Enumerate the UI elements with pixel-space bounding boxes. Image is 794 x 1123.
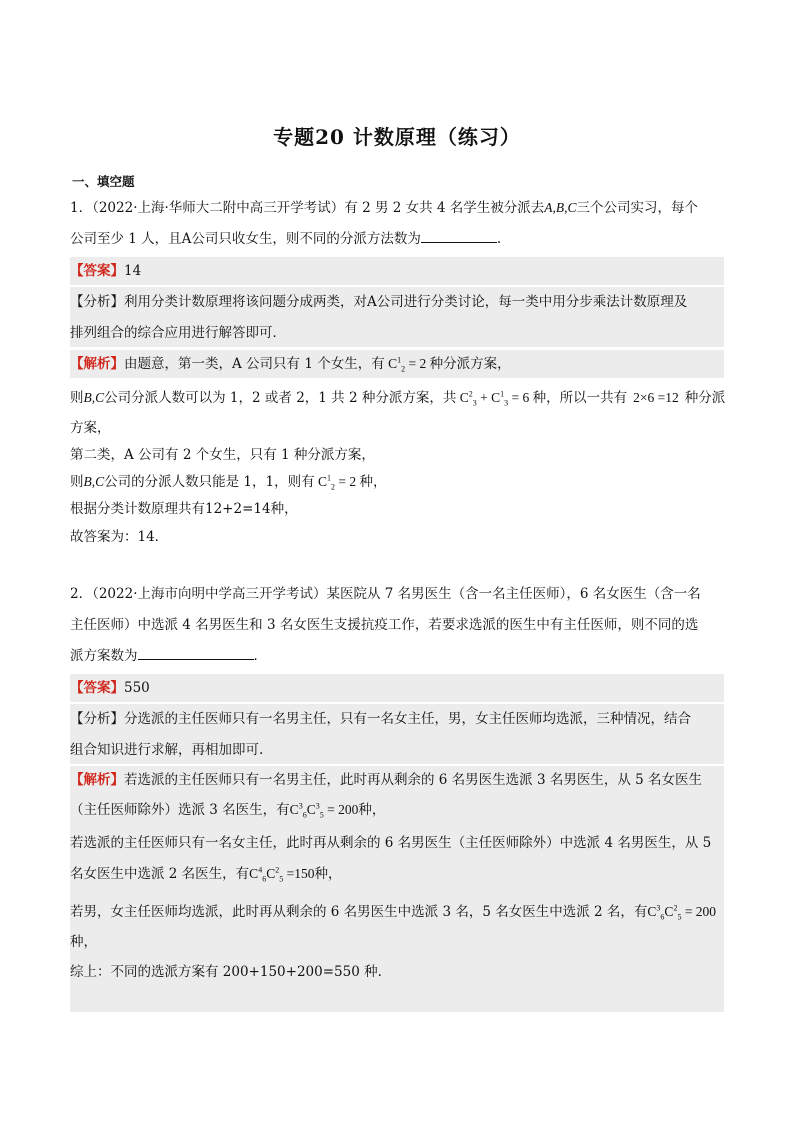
combination-formula: $C^2_3 + C^1_3 = 6$ xyxy=(456,389,533,408)
q2-analysis-1: 【分析】分选派的主任医师只有一名男主任，只有一名女主任，男，女主任医师均选派，三种情况，结合 xyxy=(70,711,691,727)
q2-solution-6: 种， xyxy=(70,934,97,950)
answer-blank xyxy=(138,645,254,660)
q2-line-2: 主任医师）中选派 4 名男医生和 3 名女医生支援抗疫工作，若要求选派的医生中有主任医师，则不同的选 xyxy=(70,617,699,633)
q1-line-2: 公司至少 1 人，且A公司只收女生，则不同的分派方法数为 . xyxy=(70,228,724,249)
q2-solution-1: 【解析】若选派的主任医师只有一名男主任，此时再从剩余的 6 名男医生选派 3 名男医生，从 5 名女医生 xyxy=(70,772,703,788)
q1-answer-box xyxy=(70,257,724,285)
q1-solution-5: 则B,C公司的分派人数只能是 1，1，则有 $C^1_2 = 2$ 种， xyxy=(70,473,387,492)
combination-formula: $C^4_6C^2_5$ xyxy=(249,865,284,884)
q1-solution-7: 故答案为：14． xyxy=(70,529,169,545)
q1-line-1: 1．（2022·上海·华师大二附中高三开学考试）有 2 男 2 女共 4 名学生被分派去A,B,C三个公司实习，每个 xyxy=(70,200,699,216)
combination-formula: $C^3_6C^3_5$ xyxy=(289,801,324,820)
q2-solution-3: 若选派的主任医师只有一名女主任，此时再从剩余的 6 名男医生（主任医师除外）中选派 4 名男医生，从 5 xyxy=(70,835,712,851)
q1-solution-1: 【解析】由题意，第一类，A 公司只有 1 个女生，有 $C^1_2 = 2$ 种分派方案， xyxy=(70,350,724,378)
q1-solution xyxy=(70,350,724,547)
q2-line-1: 2．（2022·上海市向明中学高三开学考试）某医院从 7 名男医生（含一名主任医师），6 名女医生（含一名 xyxy=(70,586,701,602)
question-1 xyxy=(70,198,724,249)
q2-answer-box xyxy=(70,674,724,702)
combination-formula: $C^1_2 = 2$ xyxy=(314,473,360,492)
q1-solution-2: 则B,C公司分派人数可以为 1，2 或者 2，1 共 2 种分派方案，共 $C^2_3 + C^1_3 = 6$ 种，所以一共有 2×6 =12 种分派 xyxy=(70,389,726,408)
q1-solution-6: 根据分类计数原理共有12+2=14种， xyxy=(70,501,298,517)
q2-solution-4: 名女医生中选派 2 名医生，有$C^4_6C^2_5 =150$种， xyxy=(70,865,342,884)
combination-formula: $C^1_2 = 2$ xyxy=(384,355,430,374)
q1-analysis-box xyxy=(70,287,724,347)
q2-answer: 【答案】550 xyxy=(70,680,150,696)
q1-solution-4: 第二类，A 公司有 2 个女生，只有 1 种分派方案， xyxy=(70,447,375,463)
q2-analysis-box xyxy=(70,704,724,764)
page-title: 专题20 计数原理（练习） xyxy=(273,125,521,149)
q2-solution xyxy=(70,766,724,1012)
answer-blank xyxy=(421,228,497,243)
q1-answer: 【答案】14 xyxy=(70,263,142,279)
q1-analysis-2: 排列组合的综合应用进行解答即可． xyxy=(70,325,286,341)
question-2 xyxy=(70,584,724,666)
section-heading: 一、填空题 xyxy=(72,174,135,189)
q1-analysis-1: 【分析】利用分类计数原理将该问题分成两类，对A公司进行分类讨论，每一类中用分步乘法计数原理及 xyxy=(70,294,688,310)
q2-solution-2: （主任医师除外）选派 3 名医生，有$C^3_6C^3_5 = 200$种， xyxy=(70,801,386,820)
q2-line-3: 派方案数为 ． xyxy=(70,645,724,666)
q1-letters: A,B,C xyxy=(544,200,577,215)
q2-solution-7: 综上：不同的选派方案有 200+150+200=550 种. xyxy=(70,964,382,980)
q1-solution-3: 方案， xyxy=(70,420,111,436)
q2-analysis-2: 组合知识进行求解，再相加即可. xyxy=(70,742,264,758)
q2-solution-5: 若男，女主任医师均选派，此时再从剩余的 6 名男医生中选派 3 名，5 名女医生中选派 2 名，有$C^3_6C^2_5 = 200$ xyxy=(70,903,717,922)
combination-formula: $C^3_6C^2_5$ xyxy=(647,903,682,922)
